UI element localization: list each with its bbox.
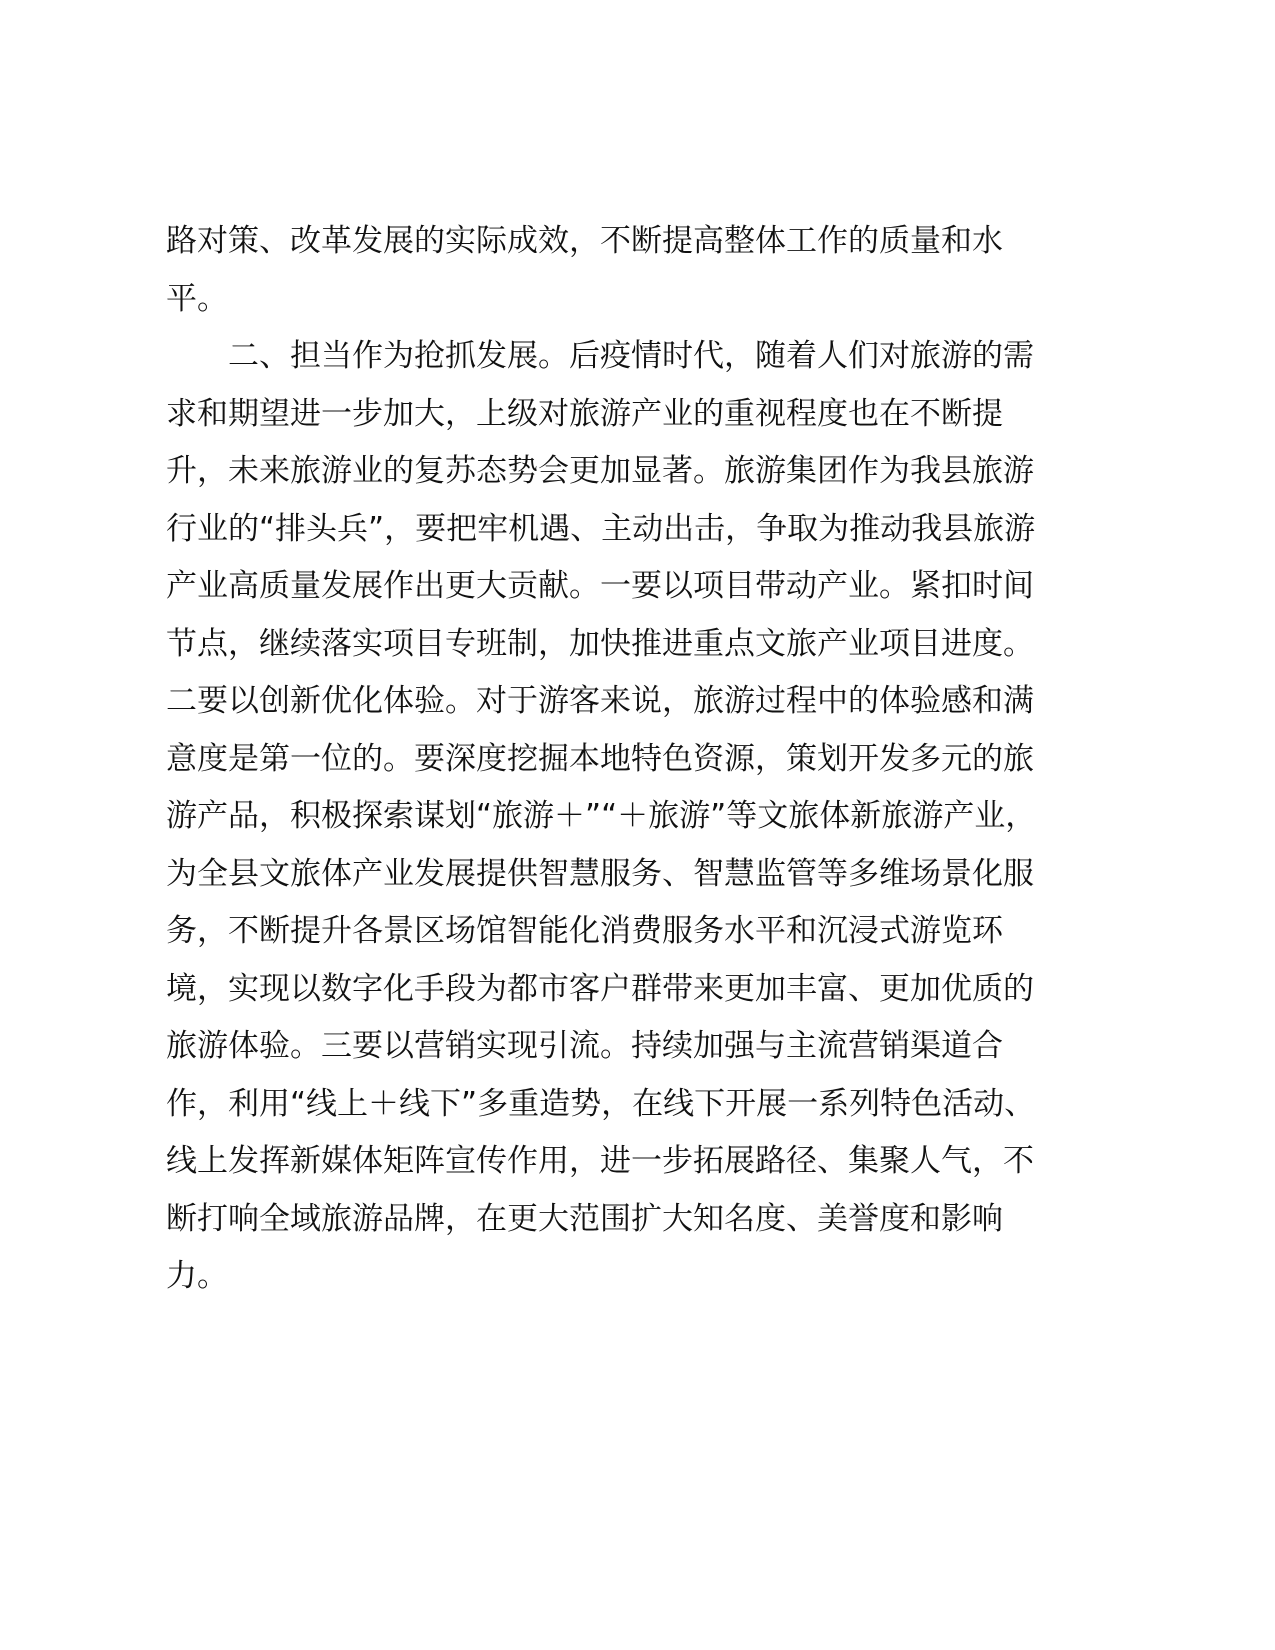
text-line: 为全县文旅体产业发展提供智慧服务、智慧监管等多维场景化服 bbox=[166, 855, 1034, 892]
section-heading-line: 二、担当作为抢抓发展。后疫情时代，随着人们对旅游的需 bbox=[228, 338, 1034, 374]
text-line: 平。 bbox=[166, 280, 228, 317]
text-line: 作，利用“线上＋线下”多重造势，在线下开展一系列特色活动、 bbox=[166, 1085, 1036, 1122]
text-line: 行业的“排头兵”，要把牢机遇、主动出击，争取为推动我县旅游 bbox=[166, 510, 1036, 547]
text-line: 路对策、改革发展的实际成效，不断提高整体工作的质量和水 bbox=[166, 223, 1003, 259]
text-line: 断打响全域旅游品牌，在更大范围扩大知名度、美誉度和影响 bbox=[166, 1200, 1003, 1237]
text-line: 产业高质量发展作出更大贡献。一要以项目带动产业。紧扣时间 bbox=[166, 568, 1034, 604]
document-body bbox=[166, 213, 1106, 1306]
text-line: 二要以创新优化体验。对于游客来说，旅游过程中的体验感和满 bbox=[166, 683, 1034, 719]
text-line: 意度是第一位的。要深度挖掘本地特色资源，策划开发多元的旅 bbox=[166, 740, 1034, 777]
text-line: 旅游体验。三要以营销实现引流。持续加强与主流营销渠道合 bbox=[166, 1028, 1003, 1064]
text-line: 节点，继续落实项目专班制，加快推进重点文旅产业项目进度。 bbox=[166, 625, 1034, 662]
text-line: 升，未来旅游业的复苏态势会更加显著。旅游集团作为我县旅游 bbox=[166, 453, 1034, 489]
text-line: 求和期望进一步加大，上级对旅游产业的重视程度也在不断提 bbox=[166, 395, 1003, 432]
text-line: 务，不断提升各景区场馆智能化消费服务水平和沉浸式游览环 bbox=[166, 913, 1003, 949]
text-line: 力。 bbox=[166, 1258, 228, 1294]
text-line: 游产品，积极探索谋划“旅游＋”“＋旅游”等文旅体新旅游产业， bbox=[166, 798, 1037, 834]
text-line: 境，实现以数字化手段为都市客户群带来更加丰富、更加优质的 bbox=[166, 970, 1034, 1007]
text-line: 线上发挥新媒体矩阵宣传作用，进一步拓展路径、集聚人气，不 bbox=[166, 1143, 1034, 1179]
